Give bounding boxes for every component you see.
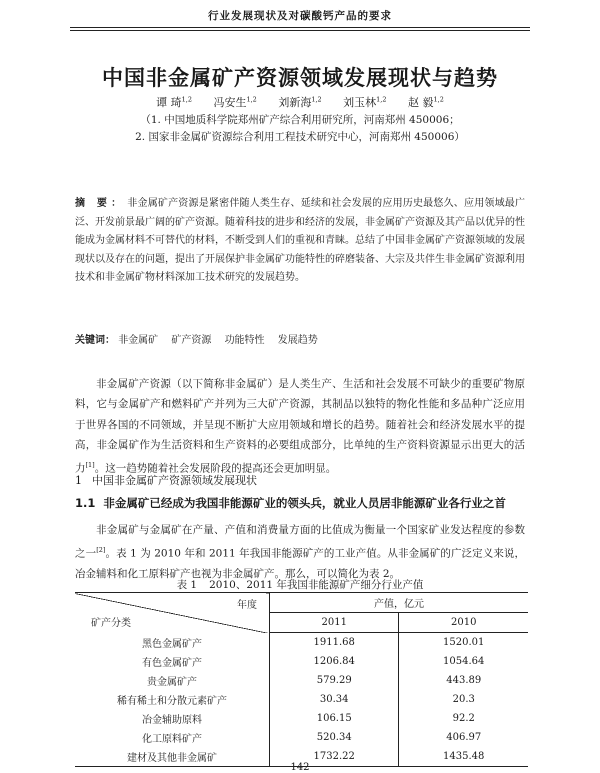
subsection-number: 1.1 [75, 496, 96, 510]
table-caption-text: 2010、2011 年我国非能源矿产细分行业产值 [209, 579, 424, 591]
data-table [75, 592, 528, 767]
row-category: 建材及其他非金属矿 [75, 747, 269, 767]
keyword: 功能特性 [224, 335, 265, 346]
header-year: 年度 [236, 600, 257, 611]
header-year-2011: 2011 [269, 613, 399, 633]
row-category: 化工原料矿产 [141, 734, 202, 745]
author-affiliation-mark: 1,2 [181, 95, 192, 104]
header-rule-thin [70, 30, 530, 31]
table-row [75, 709, 528, 728]
row-value-2011: 520.34 [269, 728, 399, 747]
author [408, 96, 444, 109]
subsection-title: 非金属矿已经成为我国非能源矿业的领头兵，就业人员居非能源矿业各行业之首 [103, 496, 506, 510]
author-name: 赵 毅 [408, 96, 434, 109]
author [156, 96, 192, 109]
row-value-2011: 106.15 [269, 709, 399, 728]
author-affiliation-mark: 1,2 [246, 95, 257, 104]
author-name: 谭 琦 [156, 96, 182, 109]
table-number: 表 1 [176, 579, 198, 591]
row-value-2011: 30.34 [269, 690, 399, 709]
keyword: 非金属矿 [118, 335, 159, 346]
author-name: 冯安生 [213, 96, 247, 109]
author-list [0, 94, 600, 110]
keywords [75, 331, 535, 346]
paragraph-text: 非金属矿产资源（以下简称非金属矿）是人类生产、生活和社会发展不可缺少的重要矿物原料，它与金属矿产和燃料矿产并列为三大矿产资源，其制品以独特的物化性能和多品种广泛应用于世界各国的不同领域，并呈现不断扩大应用领域和增长的趋势。随着社会和经济发展水平的提高，非金属矿作为生活资料和生产资料的必要组成部分，比单纯的生产资料资源显示出更大的活力 [75, 378, 525, 475]
keyword: 矿产资源 [171, 335, 212, 346]
citation-ref: [1] [85, 461, 95, 470]
affiliation-1: （1. 中国地质科学院郑州矿产综合利用研究所，河南郑州 450006； [140, 114, 460, 126]
row-value-2011: 579.29 [269, 671, 399, 690]
row-value-2010: 20.3 [399, 690, 528, 709]
abstract-label: 摘 要： [75, 198, 126, 209]
row-category: 有色金属矿产 [141, 658, 202, 669]
row-value-2010: 92.2 [399, 709, 528, 728]
running-header: 行业发展现状及对碳酸钙产品的要求 [208, 10, 392, 22]
row-value-2011: 1732.22 [269, 747, 399, 767]
row-value-2010: 1520.01 [399, 633, 528, 653]
table-row [75, 652, 528, 671]
row-value-2010: 1435.48 [399, 747, 528, 767]
row-value-2011: 1206.84 [269, 652, 399, 671]
header-category: 矿产分类 [91, 617, 131, 629]
header-unit: 产值，亿元 [269, 593, 528, 613]
body-paragraph-2 [75, 520, 525, 584]
table-header-row [75, 593, 528, 613]
section-title: 中国非金属矿产资源领域发展现状 [92, 474, 257, 487]
header-year-2010: 2010 [399, 613, 528, 633]
author-affiliation-mark: 1,2 [376, 95, 387, 104]
paragraph-text: 非金属矿与金属矿在产量、产值和消费量方面的比值成为衡量一个国家矿业发达程度的参数之一 [75, 524, 525, 560]
author [343, 96, 386, 109]
page-number: 142 [290, 762, 310, 773]
table-row [75, 671, 528, 690]
author [278, 96, 321, 109]
row-category: 贵金属矿产 [146, 677, 197, 688]
diagonal-header-cell [75, 593, 269, 633]
abstract [75, 195, 525, 288]
row-value-2010: 1054.64 [399, 652, 528, 671]
table-row [75, 690, 528, 709]
row-value-2010: 443.89 [399, 671, 528, 690]
citation-ref: [2] [96, 546, 106, 555]
subsection-heading-1-1 [75, 495, 535, 511]
paragraph-text: 。这一趋势随着社会发展阶段的提高还会更加明显。 [94, 462, 337, 475]
section-heading-1 [75, 472, 257, 488]
affiliation-2: 2. 国家非金属矿资源综合利用工程技术研究中心，河南郑州 450006） [135, 131, 465, 143]
row-value-2011: 1911.68 [269, 633, 399, 653]
keywords-label: 关键词： [75, 335, 115, 346]
row-category: 冶金辅助原料 [141, 715, 202, 726]
section-number: 1 [75, 474, 82, 487]
table-row [75, 728, 528, 747]
paper-title: 中国非金属矿产资源领域发展现状与趋势 [102, 66, 498, 90]
header-rule [70, 27, 530, 28]
author-name: 刘新海 [278, 96, 312, 109]
keyword: 发展趋势 [277, 335, 318, 346]
author [213, 96, 256, 109]
table-caption [0, 577, 600, 592]
row-category: 黑色金属矿产 [141, 638, 202, 650]
author-name: 刘玉林 [343, 96, 377, 109]
author-affiliation-mark: 1,2 [311, 95, 322, 104]
abstract-text: 非金属矿产资源是紧密伴随人类生存、延续和社会发展的应用历史最悠久、应用领域最广泛、开发前景最广阔的矿产资源。随着科技的进步和经济的发展，非金属矿产资源及其产品以优异的性能成为金属材料不可替代的材料，不断受到人们的重视和青睐。总结了中国非金属矿产资源领域的发展现状以及存在的问题，提出了开展保护非金属矿功能特性的碎磨装备、大宗及共伴生非金属矿资源利用技术和非金属矿物材料深加工技术研究的发展趋势。 [75, 198, 526, 284]
table-row [75, 633, 528, 653]
paragraph-text: 。表 1 为 2010 年和 2011 年我国非能源矿产的工业产值。从非金属矿的广泛定义来说，冶金辅料和化工原料矿产也视为非金属矿产。那么，可以简化为表 2。 [75, 547, 525, 581]
row-value-2010: 406.97 [399, 728, 528, 747]
body-paragraph-1 [75, 374, 525, 479]
row-category: 稀有稀土和分散元素矿产 [116, 696, 227, 707]
author-affiliation-mark: 1,2 [433, 95, 444, 104]
